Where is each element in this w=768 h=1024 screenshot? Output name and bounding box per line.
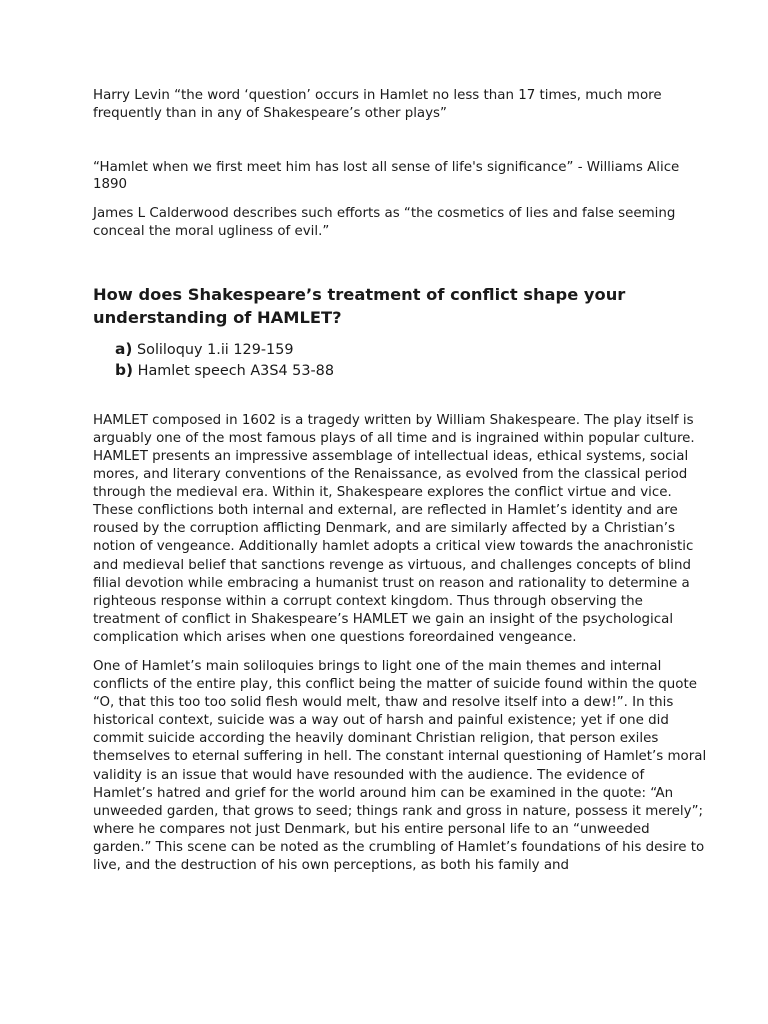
question-list: [115, 339, 708, 381]
quote-williams: “Hamlet when we first meet him has lost all sense of life's significance” - Williams Alice 1890: [93, 159, 680, 193]
list-marker: b): [115, 360, 134, 379]
question-item-a: [115, 339, 708, 360]
body-paragraph-intro: HAMLET composed in 1602 is a tragedy written by William Shakespeare. The play itself is arguably one of the most famous plays of all time and is ingrained within popular culture. HAMLET presents an impressive assemblage of intellectual ideas, ethical systems, social mores, and literary conventions of the Renaissance, as evolved from the classical period through the medieval era. Within it, Shakespeare explores the conflict virtue and vice. These conflictions both internal and external, are reflected in Hamlet’s identity and are roused by the corruption afflicting Denmark, and are similarly affected by a Christian’s notion of vengeance. Additionally hamlet adopts a critical view towards the anachronistic and medieval belief that sanctions revenge as virtuous, and challenges concepts of blind filial devotion while embracing a humanist trust on reason and rationality to determine a righteous response within a corrupt context kingdom. Thus through observing the treatment of conflict in Shakespeare’s HAMLET we gain an insight of the psychological complication which arises when one questions foreordained vengeance.: [93, 412, 695, 645]
quote-calderwood: James L Calderwood describes such efforts as “the cosmetics of lies and false seeming conceal the moral ugliness of evil.”: [93, 206, 676, 239]
essay-question-heading: How does Shakespeare’s treatment of conflict shape your understanding of HAMLET?: [93, 284, 626, 327]
question-item-text: Soliloquy 1.ii 129-159: [137, 341, 294, 358]
quote-levin: Harry Levin “the word ‘question’ occurs in Hamlet no less than 17 times, much more frequently than in any of Shakespeare’s other plays”: [93, 88, 662, 121]
question-item-b: [115, 360, 708, 381]
list-marker: a): [115, 339, 133, 358]
question-item-text: Hamlet speech A3S4 53-88: [137, 362, 334, 379]
body-paragraph-soliloquy: One of Hamlet’s main soliloquies brings to light one of the main themes and internal conflicts of the entire play, this conflict being the matter of suicide found within the quote “O, that this too too solid flesh would melt, thaw and resolve itself into a dew!”. In this historical context, suicide was a way out of harsh and painful existence; yet if one did commit suicide according the heavily dominant Christian religion, that person exiles themselves to eternal suffering in hell. The constant internal questioning of Hamlet’s moral validity is an issue that would have resounded with the audience. The evidence of Hamlet’s hatred and grief for the world around him can be examined in the quote: “An unweeded garden, that grows to seed; things rank and gross in nature, possess it merely”; where he compares not just Denmark, but his entire personal life to an “unweeded garden.” This scene can be noted as the crumbling of Hamlet’s foundations of his desire to live, and the destruction of his own perceptions, as both his family and: [93, 659, 707, 874]
